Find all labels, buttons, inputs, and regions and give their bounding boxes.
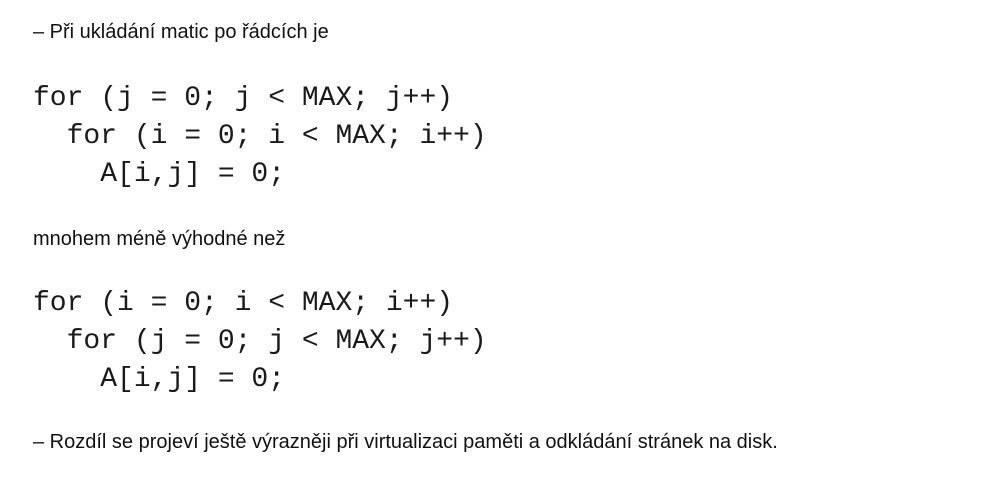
code-line-inner-loop: for (i = 0; i < MAX; i++): [33, 121, 487, 152]
intro-text: – Při ukládání matic po řádcích je: [33, 21, 329, 43]
code-line-outer-loop: for (j = 0; j < MAX; j++): [33, 83, 454, 114]
conclusion-text: – Rozdíl se projeví ještě výrazněji při virtualizaci paměti a odkládání stránek na disk.: [33, 431, 778, 453]
code-line-outer-loop: for (i = 0; i < MAX; i++): [33, 288, 454, 319]
code-line-assignment: A[i,j] = 0;: [33, 159, 286, 190]
middle-text: mnohem méně výhodné než: [33, 228, 286, 250]
code-line-assignment: A[i,j] = 0;: [33, 364, 286, 395]
code-line-inner-loop: for (j = 0; j < MAX; j++): [33, 326, 487, 357]
